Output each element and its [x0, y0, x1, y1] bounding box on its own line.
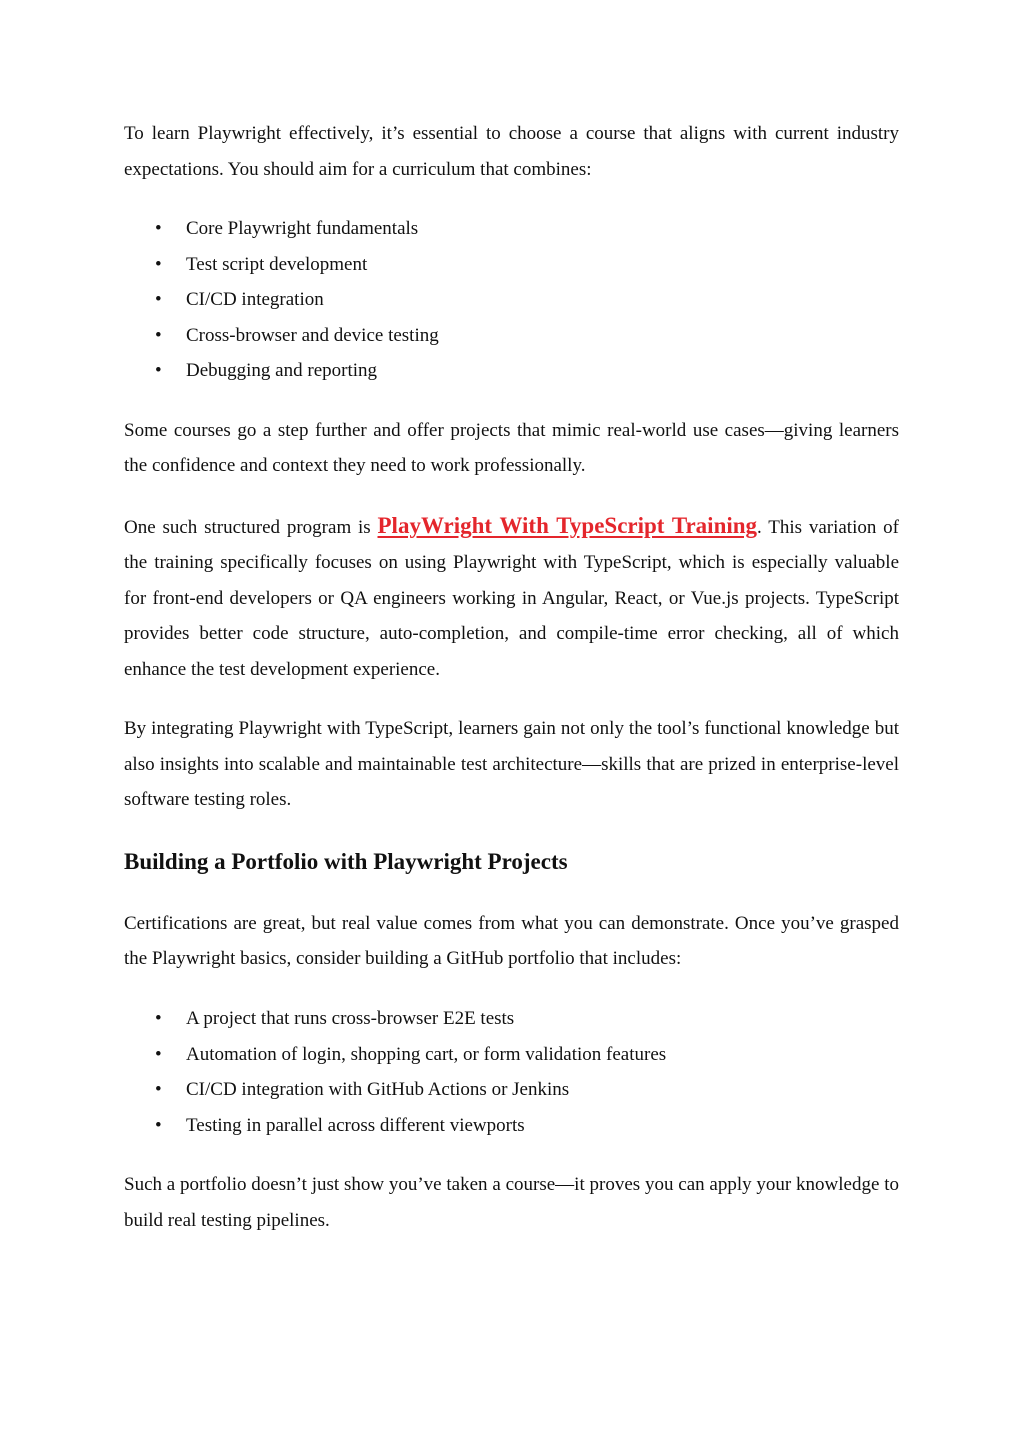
- list-item: • Test script development: [124, 247, 899, 283]
- document-page: [124, 116, 899, 1238]
- intro-paragraph: To learn Playwright effectively, it’s essential to choose a course that aligns with current industry expectations. You should aim for a curriculum that combines:: [124, 123, 899, 180]
- curriculum-list: [124, 211, 899, 389]
- closing-paragraph: Such a portfolio doesn’t just show you’ve taken a course—it proves you can apply your knowledge to build real testing pipelines.: [124, 1174, 899, 1231]
- list-item: • CI/CD integration: [124, 282, 899, 318]
- list-item: • Testing in parallel across different viewports: [124, 1108, 899, 1144]
- portfolio-list: [124, 1001, 899, 1143]
- projects-paragraph: Some courses go a step further and offer projects that mimic real-world use cases—giving learners the confidence and context they need to work professionally.: [124, 419, 899, 477]
- program-rest-text: . This variation of the training specifically focuses on using Playwright with TypeScript, which is especially valuable for front-end developers or QA engineers working in Angular, React, or Vue.js projects. TypeScript provides better code structure, auto-completion, and compile-time error checking, all of which enhance the test development experience.: [124, 516, 899, 680]
- list-item: • Cross-browser and device testing: [124, 318, 899, 354]
- list-item: • Automation of login, shopping cart, or form validation features: [124, 1037, 899, 1073]
- list-item: • Core Playwright fundamentals: [124, 211, 899, 247]
- program-lead-text: One such structured program is: [124, 516, 378, 538]
- portfolio-heading: Building a Portfolio with Playwright Projects: [124, 848, 568, 874]
- list-item: • A project that runs cross-browser E2E tests: [124, 1001, 899, 1037]
- list-item: • Debugging and reporting: [124, 353, 899, 389]
- training-link[interactable]: PlayWright With TypeScript Training: [377, 512, 758, 538]
- integration-paragraph: By integrating Playwright with TypeScript, learners gain not only the tool’s functional knowledge but also insights into scalable and maintainable test architecture—skills that are prized in enterprise-level software testing roles.: [124, 718, 899, 811]
- program-paragraph: [124, 508, 899, 688]
- portfolio-paragraph: Certifications are great, but real value comes from what you can demonstrate. Once you’ve grasped the Playwright basics, consider building a GitHub portfolio that includes:: [124, 912, 899, 970]
- list-item: • CI/CD integration with GitHub Actions or Jenkins: [124, 1072, 899, 1108]
